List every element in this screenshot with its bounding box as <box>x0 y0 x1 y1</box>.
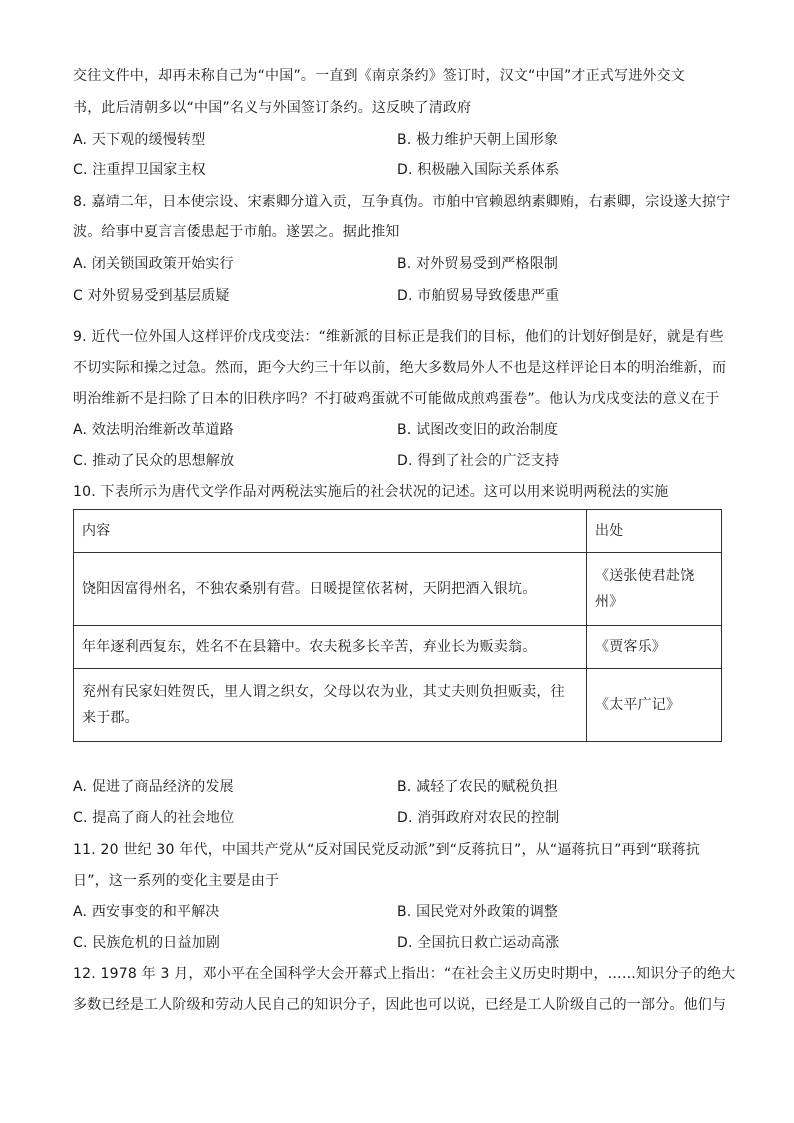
q9-stem-line-1: 9. 近代一位外国人这样评价戊戌变法：“维新派的目标正是我们的目标，他们的计划好倒是好，就是有些 <box>73 329 724 345</box>
table-row <box>74 626 722 669</box>
q7-option-d: D. 积极融入国际关系体系 <box>397 162 560 178</box>
q7-stem-line-1: 交往文件中，却再未称自己为“中国”。一直到《南京条约》签订时，汉文“中国”才正式写进外交文 <box>73 68 686 84</box>
table-row <box>74 669 722 742</box>
q8-option-d: D. 市舶贸易导致倭患严重 <box>397 288 560 304</box>
q10-stem-line-1: 10. 下表所示为唐代文学作品对两税法实施后的社会状况的记述。这可以用来说明两税法的实施 <box>73 484 669 500</box>
q7-option-a: A. 天下观的缓慢转型 <box>73 132 206 148</box>
table-cell-content: 饶阳因富得州名，不独农桑别有营。日暖提筐依茗树，天阴把酒入银坑。 <box>74 553 587 626</box>
q12-stem-line-2: 多数已经是工人阶级和劳动人民自己的知识分子，因此也可以说，已经是工人阶级自己的一部分。他们与 <box>73 997 727 1013</box>
q9-option-d: D. 得到了社会的广泛支持 <box>397 453 560 469</box>
q10-option-d: D. 消弭政府对农民的控制 <box>397 810 560 826</box>
q8-option-a: A. 闭关锁国政策开始实行 <box>73 256 234 272</box>
source-table <box>73 509 722 742</box>
table-cell-content: 年年逐利西复东，姓名不在县籍中。农夫税多长辛苦，弃业长为贩卖翁。 <box>74 626 587 669</box>
table-cell-source: 《贾客乐》 <box>587 626 722 669</box>
q10-option-a: A. 促进了商品经济的发展 <box>73 779 234 795</box>
table-header-content: 内容 <box>74 510 587 553</box>
q10-option-c: C. 提高了商人的社会地位 <box>73 810 235 826</box>
q8-stem-line-2: 波。给事中夏言言倭患起于市舶。遂罢之。据此推知 <box>73 224 400 240</box>
q8-stem-line-1: 8. 嘉靖二年，日本使宗设、宋素卿分道入贡，互争真伪。市舶中官赖恩纳素卿贿，右素卿，宗设遂大掠宁 <box>73 194 731 210</box>
q11-option-d: D. 全国抗日救亡运动高涨 <box>397 935 560 951</box>
q9-option-a: A. 效法明治维新改革道路 <box>73 422 234 438</box>
q8-option-b: B. 对外贸易受到严格限制 <box>397 256 559 272</box>
q11-stem-line-2: 日”，这一系列的变化主要是由于 <box>73 873 280 889</box>
q7-option-b: B. 极力维护天朝上国形象 <box>397 132 559 148</box>
q11-option-a: A. 西安事变的和平解决 <box>73 904 220 920</box>
q10-option-b: B. 减轻了农民的赋税负担 <box>397 779 559 795</box>
q7-stem-line-2: 书，此后清朝多以“中国”名义与外国签订条约。这反映了清政府 <box>73 100 472 116</box>
q9-option-c: C. 推动了民众的思想解放 <box>73 453 235 469</box>
q7-option-c: C. 注重捍卫国家主权 <box>73 162 206 178</box>
q11-option-b: B. 国民党对外政策的调整 <box>397 904 559 920</box>
q9-option-b: B. 试图改变旧的政治制度 <box>397 422 559 438</box>
table-header-source: 出处 <box>587 510 722 553</box>
q11-option-c: C. 民族危机的日益加剧 <box>73 935 221 951</box>
table-cell-source: 《送张使君赴饶州》 <box>587 553 722 626</box>
q12-stem-line-1: 12. 1978 年 3 月，邓小平在全国科学大会开幕式上指出：“在社会主义历史时期中，……知识分子的绝大 <box>73 966 736 982</box>
table-header-row <box>74 510 722 553</box>
table-cell-source: 《太平广记》 <box>587 669 722 742</box>
q8-option-c: C 对外贸易受到基层质疑 <box>73 288 230 304</box>
q9-stem-line-2: 不切实际和操之过急。然而，距今大约三十年以前，绝大多数局外人不也是这样评论日本的明治维新，而 <box>73 360 727 376</box>
q11-stem-line-1: 11. 20 世纪 30 年代，中国共产党从“反对国民党反动派”到“反蒋抗日”，从“逼蒋抗日”再到“联蒋抗 <box>73 842 701 858</box>
q9-stem-line-3: 明治维新不是扫除了日本的旧秩序吗？不打破鸡蛋就不可能做成煎鸡蛋卷”。他认为戊戌变法的意义在于 <box>73 391 720 407</box>
table-cell-content: 兖州有民家妇姓贺氏，里人谓之织女，父母以农为业，其丈夫则负担贩卖，往来于郡。 <box>74 669 587 742</box>
table-row <box>74 553 722 626</box>
